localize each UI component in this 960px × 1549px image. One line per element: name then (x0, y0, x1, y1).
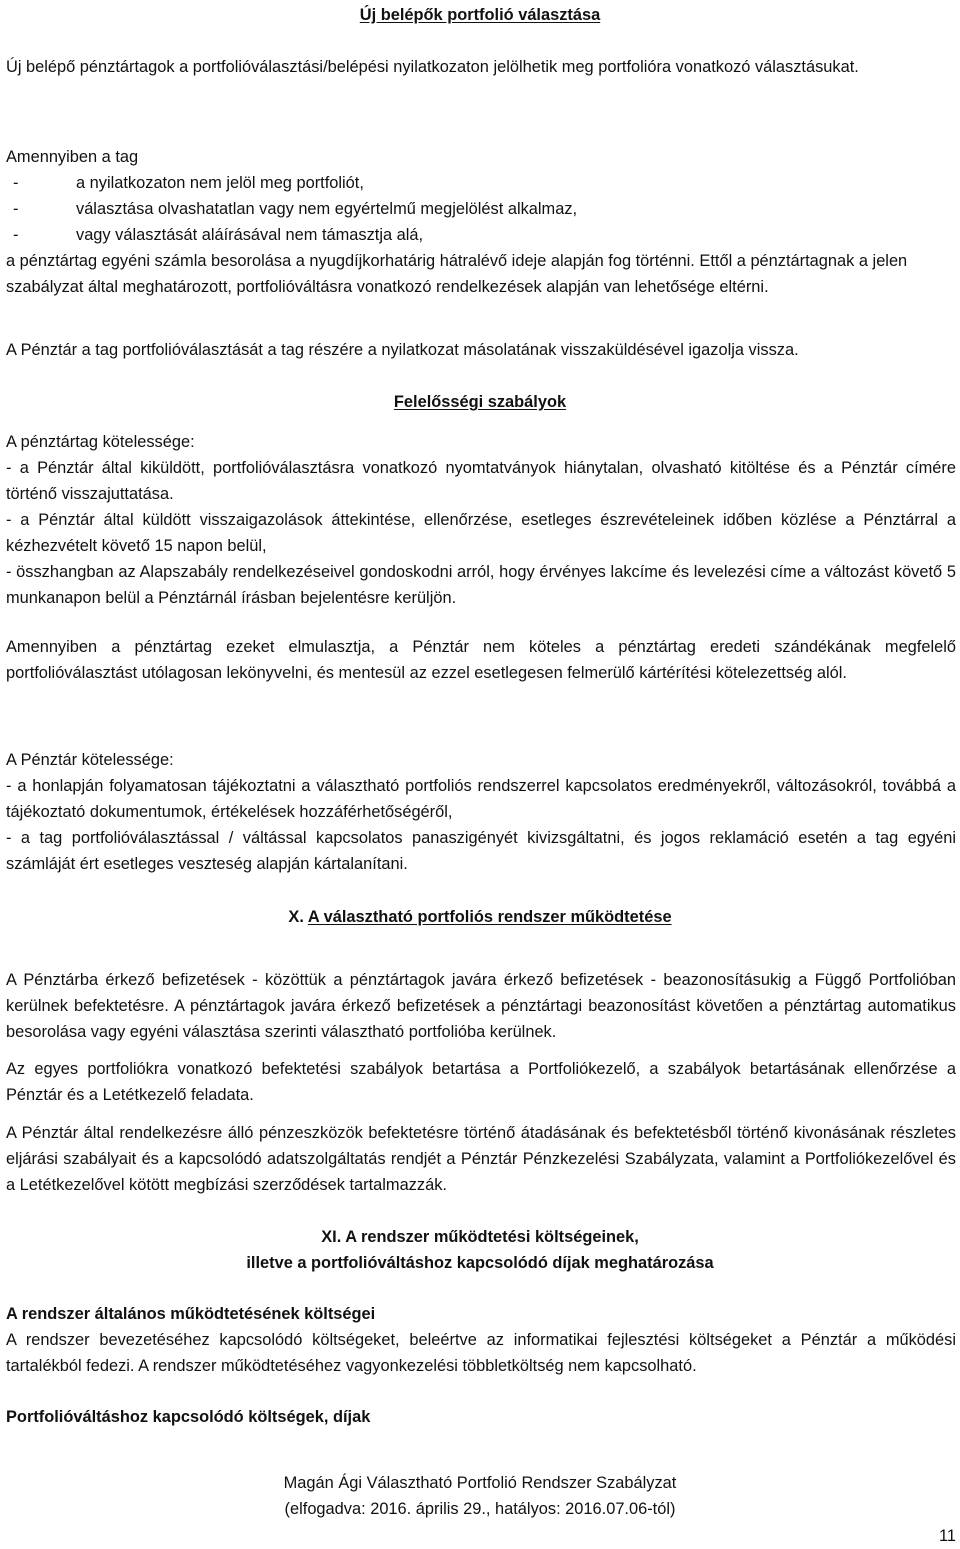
footer-line1: Magán Ági Választható Portfolió Rendszer Szabályzat (283, 1474, 677, 1492)
conditions-result-text: a pénztártag egyéni számla besorolása a nyugdíjkorhatárig hátralévő ideje alapján fog történni. (6, 252, 695, 270)
liability-heading: Felelősségi szabályok (393, 393, 567, 411)
conditions-exception-text: Ettől a pénztártagnak a jelen szabályzat által meghatározott, portfolióváltásra vonatkozó rendelkezések alapján van lehetősége eltérni. (6, 252, 908, 296)
section-xi-heading-line1: XI. A rendszer működtetési költségeinek, (321, 1228, 639, 1246)
page-title: Új belépők portfolió választása (359, 6, 601, 24)
section-xi-heading (0, 1224, 960, 1276)
member-duty-label: A pénztártag kötelessége: (6, 433, 195, 451)
condition-text: a nyilatkozaton nem jelöl meg portfoliót, (76, 174, 364, 192)
section-x-paragraph: A Pénztárba érkező befizetések - közöttük a pénztártagok javára érkező befizetések - beazonosításukig a Függő Portfolióban kerülnek befektetésre. A pénztártagok javára érkező befizetések a pénztártagi beazonosítást követően a pénztártag automatikus besorolása vagy egyéni választása szerinti választható portfolióba kerülnek. (6, 971, 956, 1041)
condition-text: választása olvashatatlan vagy nem egyértelmű megjelölést alkalmaz, (76, 200, 578, 218)
section-xi-sub2-heading: Portfolióváltáshoz kapcsolódó költségek, díjak (6, 1408, 371, 1426)
page-footer (0, 1470, 960, 1522)
fund-duty-item: - a honlapján folyamatosan tájékoztatni a választható portfoliós rendszerrel kapcsolatos eredményekről, változásokról, továbbá a tájékoztató dokumentumok, értékelések hozzáférhetőségéről, (6, 777, 956, 821)
conditions-result (6, 248, 956, 300)
condition-item: - választása olvashatatlan vagy nem egyértelmű megjelölést alkalmaz, (13, 200, 578, 218)
footer-line2: (elfogadva: 2016. április 29., hatályos: 2016.07.06-tól) (284, 1500, 676, 1518)
confirmation-paragraph: A Pénztár a tag portfolióválasztását a tag részére a nyilatkozat másolatának visszaküldésével igazolja vissza. (6, 341, 799, 359)
member-duty-item: - a Pénztár által küldött visszaigazolások áttekintése, ellenőrzése, esetleges észrevételeinek időben közlése a Pénztárral a kézhezvételt követő 15 napon belül, (6, 511, 956, 555)
conditions-list (6, 170, 954, 248)
section-x-title: A választható portfoliós rendszer működtetése (307, 908, 672, 926)
member-duties-list (6, 455, 956, 611)
page-number: 11 (938, 1527, 956, 1545)
section-xi-heading-line2: illetve a portfolióváltáshoz kapcsolódó díjak meghatározása (246, 1254, 714, 1272)
omission-paragraph: Amennyiben a pénztártag ezeket elmulasztja, a Pénztár nem köteles a pénztártag eredeti szándékának megfelelő portfolióválasztást utólagosan lekönyvelni, és mentesül az ezzel esetlegesen felmerülő kártérítési kötelezettség alól. (6, 638, 956, 682)
fund-duties-list (6, 773, 956, 877)
member-duty-item: - a Pénztár által kiküldött, portfolióválasztásra vonatkozó nyomtatványok hiánytalan, olvasható kitöltése és a Pénztár címére történő visszajuttatása. (6, 459, 956, 503)
intro-paragraph: Új belépő pénztártagok a portfolióválasztási/belépési nyilatkozaton jelölhetik meg portfolióra vonatkozó választásukat. (6, 58, 859, 76)
section-x-heading (0, 904, 960, 930)
condition-item: - vagy választását aláírásával nem támasztja alá, (13, 226, 424, 244)
condition-item: - a nyilatkozaton nem jelöl meg portfoliót, (13, 174, 364, 192)
section-x-number: X. (288, 908, 304, 926)
member-duty-item: - összhangban az Alapszabály rendelkezéseivel gondoskodni arról, hogy érvényes lakcíme és levelezési címe a változást követő 5 munkanapon belül a Pénztárnál írásban bejelentésre kerüljön. (6, 563, 956, 607)
section-x-paragraph: A Pénztár által rendelkezésre álló pénzeszközök befektetésre történő átadásának és befektetésből történő kivonásának részletes eljárási szabályait és a kapcsolódó adatszolgáltatás rendjét a Pénztár Pénzkezelési Szabályzata, valamint a Portfoliókezelővel és a Letétkezelővel kötött megbízási szerződések tartalmazzák. (6, 1124, 956, 1194)
fund-duty-label: A Pénztár kötelessége: (6, 751, 174, 769)
conditions-lead: Amennyiben a tag (6, 148, 139, 166)
fund-duty-item: - a tag portfolióválasztással / váltással kapcsolatos panaszigényét kivizsgáltatni, és jogos reklamáció esetén a tag egyéni számláját ért esetleges veszteség alapján kártalanítani. (6, 829, 956, 873)
section-xi-sub1-heading: A rendszer általános működtetésének költségei (6, 1305, 376, 1323)
section-x-paragraph: Az egyes portfoliókra vonatkozó befektetési szabályok betartása a Portfoliókezelő, a szabályok betartásának ellenőrzése a Pénztár és a Letétkezelő feladata. (6, 1060, 956, 1104)
condition-text: vagy választását aláírásával nem támasztja alá, (76, 226, 424, 244)
section-xi-sub1-text: A rendszer bevezetéséhez kapcsolódó költségeket, beleértve az informatikai fejlesztési költségeket a Pénztár a működési tartalékból fedezi. A rendszer működtetéséhez vagyonkezelési többletköltség nem kapcsolható. (6, 1331, 956, 1375)
